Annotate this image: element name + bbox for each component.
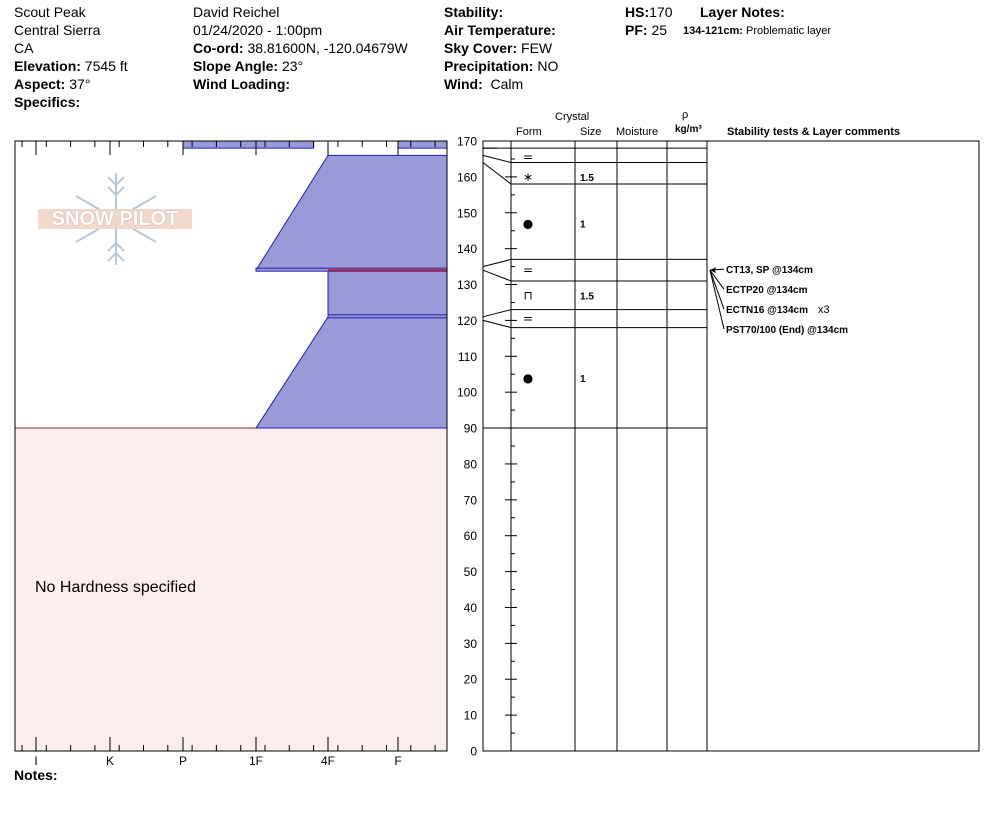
stability-label: Stability: bbox=[444, 4, 504, 20]
layer-notes-label: Layer Notes: bbox=[700, 4, 785, 20]
aspect-value: 37° bbox=[69, 76, 91, 92]
elevation-value: 7545 ft bbox=[84, 58, 128, 74]
wind-label: Wind: bbox=[444, 76, 483, 92]
depth-tick-label: 70 bbox=[463, 493, 477, 508]
comments-header: Stability tests & Layer comments bbox=[727, 126, 901, 138]
pf-value: 25 bbox=[651, 22, 668, 38]
air-temp-label: Air Temperature: bbox=[444, 22, 556, 38]
elevation-label: Elevation: bbox=[14, 58, 81, 74]
hardness-layer-3 bbox=[328, 270, 447, 317]
depth-tick-label: 10 bbox=[463, 708, 477, 723]
thin-layer-1 bbox=[328, 315, 447, 318]
hs-label: HS: bbox=[625, 4, 650, 20]
grain-form-symbol: = bbox=[522, 311, 534, 326]
hardness-layer-4 bbox=[256, 317, 447, 428]
aspect-label: Aspect: bbox=[14, 76, 66, 92]
hardness-tick-label: P bbox=[178, 754, 188, 768]
depth-tick-label: 100 bbox=[456, 385, 477, 400]
grain-size-value: 1 bbox=[580, 373, 586, 385]
hardness-layer-1 bbox=[398, 141, 447, 148]
state: CA bbox=[14, 40, 34, 56]
grain-form-symbol: ∗ bbox=[522, 169, 534, 184]
pf-label: PF: bbox=[625, 22, 648, 38]
hardness-layer-2 bbox=[256, 155, 447, 270]
depth-tick-label: 140 bbox=[456, 242, 477, 257]
depth-tick-label: 110 bbox=[457, 349, 477, 364]
depth-tick-label: 50 bbox=[463, 565, 477, 580]
depth-tick-label: 170 bbox=[456, 134, 477, 149]
grain-form-symbol: ● bbox=[522, 370, 534, 385]
hs-value: 170 bbox=[649, 4, 673, 20]
coord-value: 38.81600N, -120.04679W bbox=[247, 40, 408, 56]
stability-test-label: ECTN16 @134cm bbox=[726, 305, 809, 317]
snowpilot-logo-text: SNOW PILOT bbox=[51, 208, 179, 230]
slope-value: 23° bbox=[281, 58, 304, 74]
grain-size-value: 1.5 bbox=[580, 172, 594, 184]
depth-tick-label: 20 bbox=[463, 672, 477, 687]
depth-tick-label: 80 bbox=[463, 457, 477, 472]
grain-form-symbol: = bbox=[522, 150, 534, 165]
wind-value: Calm bbox=[490, 76, 524, 92]
depth-connector-line bbox=[483, 270, 511, 281]
depth-connector-line bbox=[483, 259, 511, 266]
depth-tick-label: 90 bbox=[463, 421, 477, 436]
rho-header: ρ bbox=[682, 109, 689, 121]
grain-form-symbol: ● bbox=[522, 216, 534, 231]
layer-note-depth: 134-121cm: bbox=[683, 25, 743, 37]
depth-tick-label: 60 bbox=[463, 529, 477, 544]
depth-connector-line bbox=[483, 320, 511, 327]
slope-label: Slope Angle: bbox=[193, 58, 279, 74]
depth-tick-label: 150 bbox=[456, 206, 477, 221]
crystal-header: Crystal bbox=[555, 111, 590, 123]
hardness-layer-0 bbox=[183, 141, 314, 148]
grain-form-symbol: = bbox=[522, 263, 534, 278]
sky-cover-value: FEW bbox=[521, 40, 553, 56]
specifics-label: Specifics: bbox=[14, 94, 81, 110]
table-frame bbox=[483, 141, 979, 751]
hardness-tick-label: K bbox=[105, 754, 115, 768]
depth-connector-line bbox=[483, 155, 511, 162]
density-unit-header: kg/m³ bbox=[675, 124, 702, 135]
depth-tick-label: 0 bbox=[470, 744, 477, 759]
form-header: Form bbox=[516, 126, 542, 138]
moisture-header: Moisture bbox=[616, 126, 659, 138]
coord-label: Co-ord: bbox=[193, 40, 244, 56]
hardness-tick-label: 4F bbox=[320, 754, 336, 768]
hardness-tick-label: 1F bbox=[248, 754, 264, 768]
stability-test-label: ECTP20 @134cm bbox=[726, 285, 808, 297]
grain-size-value: 1.5 bbox=[580, 291, 594, 303]
notes-label: Notes: bbox=[14, 767, 58, 783]
stability-test-label: PST70/100 (End) @134cm bbox=[726, 325, 849, 337]
size-header: Size bbox=[580, 126, 602, 138]
precip-label: Precipitation: bbox=[444, 58, 534, 74]
depth-tick-label: 40 bbox=[463, 600, 477, 615]
observer-name: David Reichel bbox=[193, 4, 280, 20]
hardness-tick-label: F bbox=[394, 754, 402, 768]
wind-loading-label: Wind Loading: bbox=[193, 76, 291, 92]
layer-note-text: Problematic layer bbox=[746, 25, 831, 37]
depth-tick-label: 130 bbox=[456, 278, 477, 293]
precip-value: NO bbox=[537, 58, 559, 74]
stability-test-extra: x3 bbox=[818, 304, 830, 317]
no-hardness-text: No Hardness specified bbox=[35, 579, 196, 596]
depth-tick-label: 120 bbox=[456, 313, 477, 328]
grain-form-symbol: ⊓ bbox=[523, 288, 533, 303]
depth-connector-line bbox=[483, 310, 511, 317]
mountain-range: Central Sierra bbox=[14, 22, 101, 38]
depth-connector-line bbox=[483, 163, 511, 185]
grain-size-value: 1 bbox=[580, 219, 586, 231]
sky-cover-label: Sky Cover: bbox=[444, 40, 518, 56]
stability-test-leader bbox=[710, 270, 724, 309]
depth-tick-label: 30 bbox=[463, 636, 477, 651]
observation-datetime: 01/24/2020 - 1:00pm bbox=[193, 22, 323, 38]
location-name: Scout Peak bbox=[14, 4, 86, 20]
depth-tick-label: 160 bbox=[456, 170, 477, 185]
stability-test-label: CT13, SP @134cm bbox=[726, 265, 813, 277]
hardness-tick-label: I bbox=[34, 754, 38, 768]
